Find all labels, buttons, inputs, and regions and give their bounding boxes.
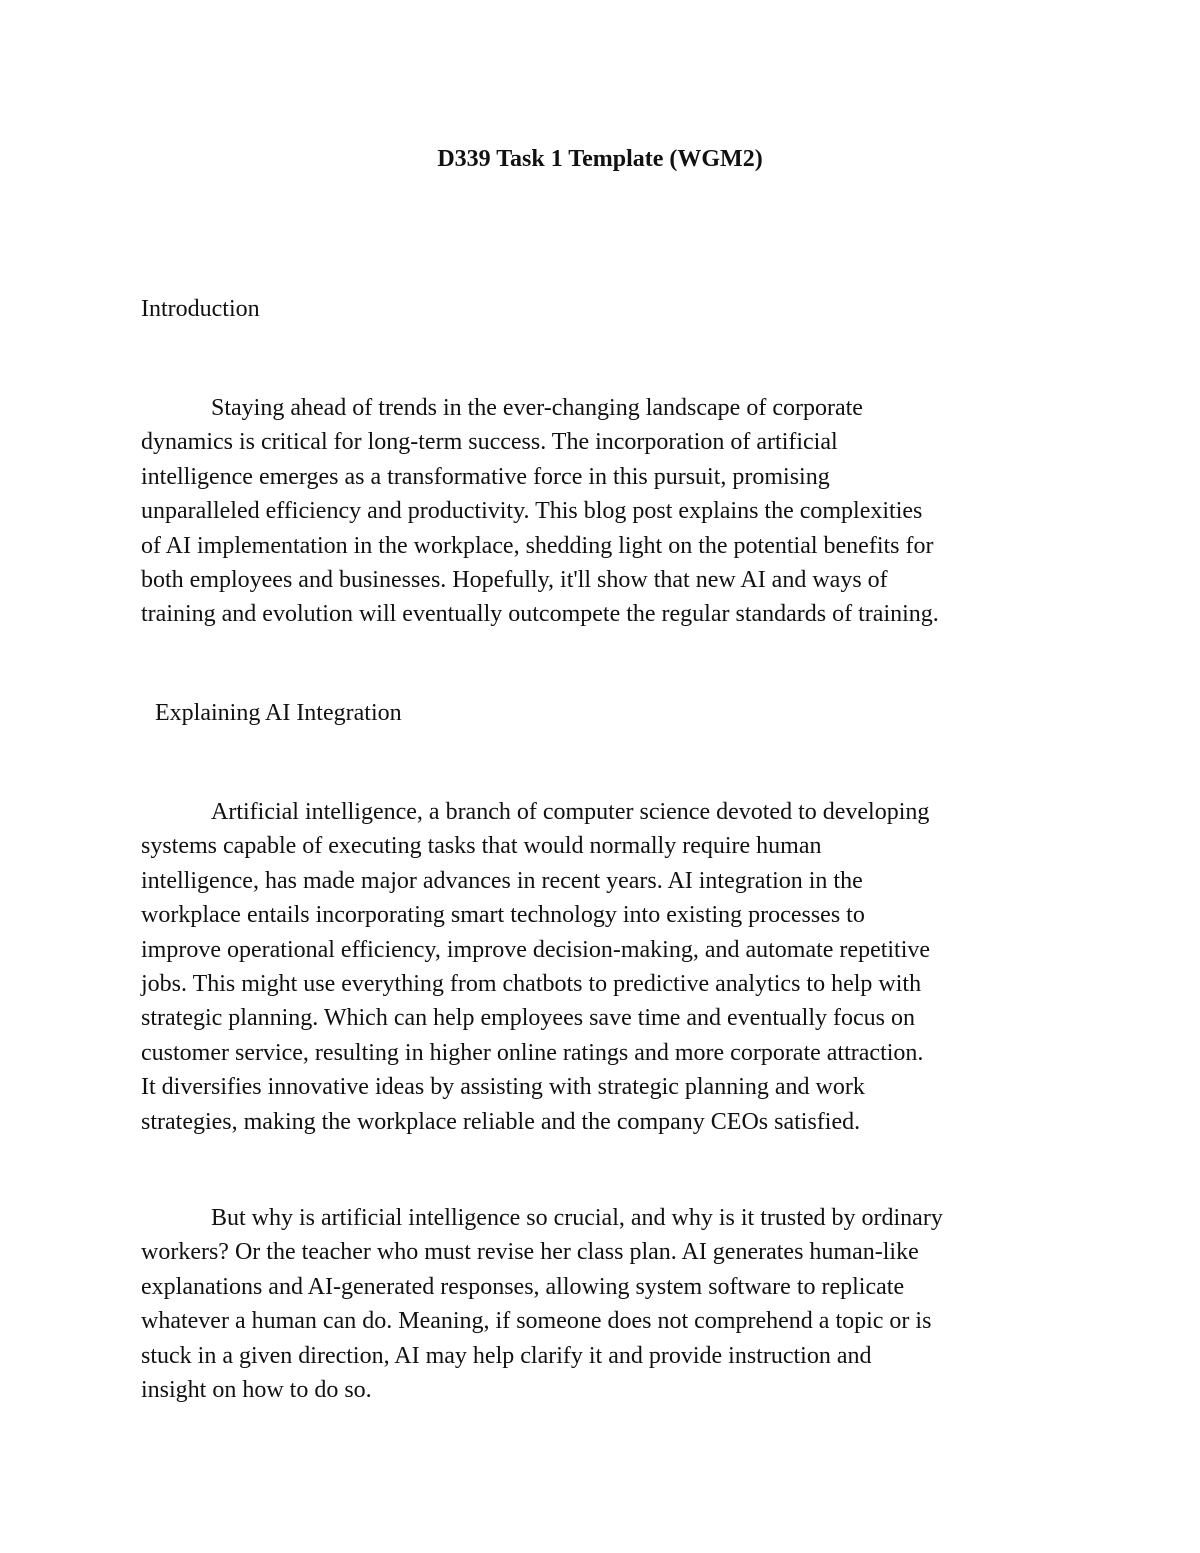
document-title: D339 Task 1 Template (WGM2) — [437, 146, 763, 172]
paragraph-line: But why is artificial intelligence so crucial, and why is it trusted by ordinary — [211, 1205, 943, 1231]
paragraph-line: stuck in a given direction, AI may help clarify it and provide instruction and — [141, 1342, 872, 1369]
paragraph-line: insight on how to do so. — [141, 1377, 372, 1404]
paragraph-line: workers? Or the teacher who must revise her class plan. AI generates human-like — [141, 1239, 919, 1266]
paragraph-introduction — [141, 391, 1081, 632]
paragraph-line: intelligence, has made major advances in recent years. AI integration in the — [141, 867, 863, 894]
paragraph-line: unparalleled efficiency and productivity. This blog post explains the complexities — [141, 498, 923, 525]
paragraph-line: workplace entails incorporating smart technology into existing processes to — [141, 902, 865, 929]
paragraph-line: intelligence emerges as a transformative force in this pursuit, promising — [141, 463, 830, 490]
paragraph-line: explanations and AI-generated responses, allowing system software to replicate — [141, 1273, 905, 1300]
paragraph-line: training and evolution will eventually outcompete the regular standards of training. — [141, 601, 939, 628]
section-heading-introduction: Introduction — [141, 296, 260, 322]
paragraph-line: strategic planning. Which can help employees save time and eventually focus on — [141, 1005, 915, 1032]
paragraph-line: customer service, resulting in higher online ratings and more corporate attraction. — [141, 1039, 924, 1066]
paragraph-line: systems capable of executing tasks that would normally require human — [141, 833, 822, 860]
paragraph-line: jobs. This might use everything from chatbots to predictive analytics to help with — [141, 971, 922, 998]
paragraph-ai-integration-2 — [141, 1201, 1081, 1407]
paragraph-line: It diversifies innovative ideas by assisting with strategic planning and work — [141, 1074, 865, 1101]
paragraph-ai-integration-1 — [141, 795, 1081, 1139]
section-heading-explaining-ai-integration: Explaining AI Integration — [155, 700, 402, 726]
paragraph-line: strategies, making the workplace reliable and the company CEOs satisfied. — [141, 1108, 861, 1135]
paragraph-line: dynamics is critical for long-term success. The incorporation of artificial — [141, 429, 838, 456]
paragraph-line: improve operational efficiency, improve decision-making, and automate repetitive — [141, 936, 931, 963]
paragraph-line: Staying ahead of trends in the ever-changing landscape of corporate — [211, 395, 863, 421]
paragraph-line: whatever a human can do. Meaning, if someone does not comprehend a topic or is — [141, 1308, 932, 1335]
paragraph-line: Artificial intelligence, a branch of computer science devoted to developing — [211, 799, 930, 825]
paragraph-line: of AI implementation in the workplace, shedding light on the potential benefits for — [141, 532, 934, 559]
paragraph-line: both employees and businesses. Hopefully, it'll show that new AI and ways of — [141, 567, 888, 594]
